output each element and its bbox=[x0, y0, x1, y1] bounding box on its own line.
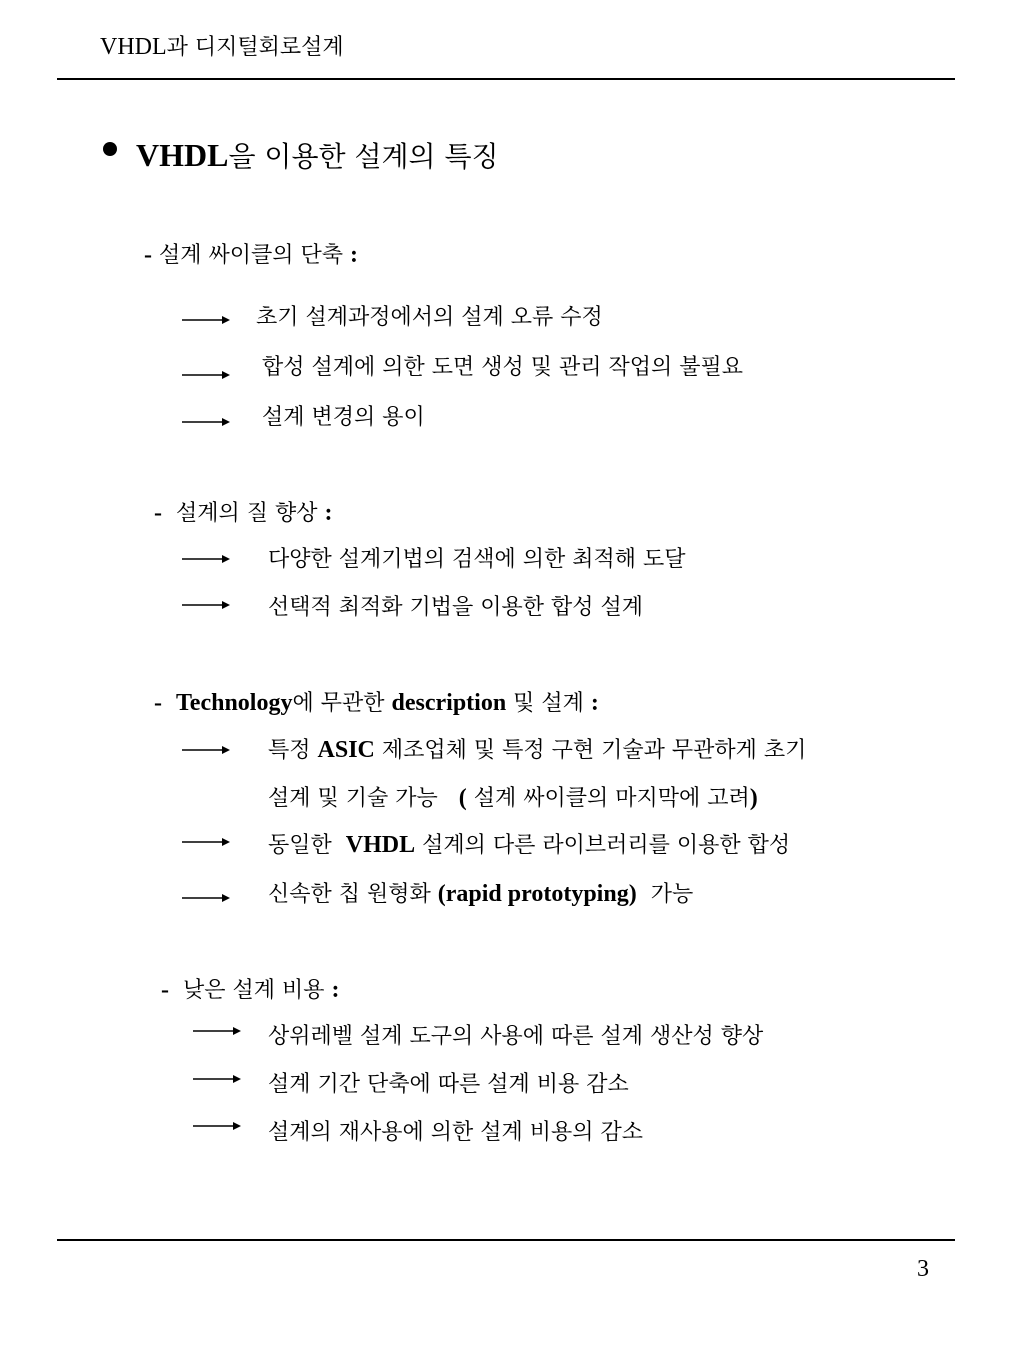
section-colon: : bbox=[590, 690, 599, 716]
section-title-cycle bbox=[144, 238, 358, 269]
page-number: 3 bbox=[917, 1256, 929, 1282]
right-arrow-icon bbox=[182, 416, 230, 428]
section-title-text: 낮은 설계 비용 bbox=[183, 978, 325, 1003]
list-item-text: 선택적 최적화 기법을 이용한 합성 설계 bbox=[268, 595, 643, 620]
section-title-technology bbox=[154, 686, 599, 717]
section-title-text: 설계의 질 향상 bbox=[176, 501, 318, 526]
list-item-text: 동일한 bbox=[268, 833, 332, 858]
list-item-text: 제조업체 및 특정 구현 기술과 무관하게 초기 bbox=[381, 738, 807, 763]
footer-divider bbox=[57, 1239, 955, 1241]
header-title-latin: VHDL bbox=[100, 34, 167, 60]
section-colon: : bbox=[350, 242, 359, 268]
section-dash: - bbox=[154, 500, 162, 526]
list-item-latin: VHDL bbox=[345, 832, 416, 858]
section-title-korean: 및 설계 bbox=[513, 691, 584, 716]
list-item bbox=[268, 542, 686, 573]
section-dash: - bbox=[154, 690, 162, 716]
section-title-latin: Technology bbox=[176, 690, 293, 716]
right-arrow-icon bbox=[182, 314, 230, 326]
right-arrow-icon bbox=[182, 892, 230, 904]
list-item-latin: ASIC bbox=[317, 737, 375, 763]
list-item-text: 특정 bbox=[268, 738, 311, 763]
list-item-continuation bbox=[268, 781, 758, 812]
list-item bbox=[268, 733, 806, 764]
slide-heading bbox=[136, 135, 499, 175]
list-item bbox=[256, 300, 603, 331]
slide-heading-latin: VHDL bbox=[136, 137, 229, 173]
list-item bbox=[262, 350, 743, 381]
list-item-text: 합성 설계에 의한 도면 생성 및 관리 작업의 불필요 bbox=[262, 355, 743, 380]
list-item bbox=[268, 1019, 763, 1050]
list-item-text: 상위레벨 설계 도구의 사용에 따른 설계 생산성 향상 bbox=[268, 1024, 764, 1049]
right-arrow-icon bbox=[182, 744, 230, 756]
right-arrow-icon bbox=[193, 1120, 241, 1132]
right-arrow-icon bbox=[182, 599, 230, 611]
list-item-text: 다양한 설계기법의 검색에 의한 최적해 도달 bbox=[268, 547, 686, 572]
list-item-text: 설계 변경의 용이 bbox=[262, 405, 425, 430]
list-item-text: 초기 설계과정에서의 설계 오류 수정 bbox=[256, 305, 603, 330]
list-item-text: 설계의 재사용에 의한 설계 비용의 감소 bbox=[268, 1120, 643, 1145]
list-item bbox=[268, 828, 790, 859]
list-item bbox=[268, 1115, 643, 1146]
list-item-text: 신속한 칩 원형화 bbox=[268, 882, 431, 907]
section-dash: - bbox=[161, 977, 169, 1003]
list-item-text: 설계 기간 단축에 따른 설계 비용 감소 bbox=[268, 1072, 629, 1097]
list-item-latin: ) bbox=[749, 785, 758, 811]
right-arrow-icon bbox=[193, 1073, 241, 1085]
header-divider bbox=[57, 78, 955, 80]
list-item bbox=[268, 877, 693, 908]
section-title-korean: 에 무관한 bbox=[292, 691, 385, 716]
section-title-cost bbox=[161, 973, 340, 1004]
section-dash: - bbox=[144, 242, 152, 268]
list-item-text: 설계 및 기술 가능 bbox=[268, 786, 438, 811]
slide-heading-korean: 을 이용한 설계의 특징 bbox=[228, 140, 499, 173]
header-title-korean: 과 디지털회로설계 bbox=[166, 35, 344, 60]
section-title-latin: description bbox=[391, 690, 507, 716]
list-item-latin: (rapid prototyping) bbox=[437, 881, 637, 907]
list-item bbox=[268, 590, 643, 621]
right-arrow-icon bbox=[182, 369, 230, 381]
section-colon: : bbox=[331, 977, 340, 1003]
list-item bbox=[262, 400, 425, 431]
list-item bbox=[268, 1067, 629, 1098]
right-arrow-icon bbox=[193, 1025, 241, 1037]
list-item-text: 설계의 다른 라이브러리를 이용한 합성 bbox=[422, 833, 791, 858]
right-arrow-icon bbox=[182, 553, 230, 565]
section-title-text: 설계 싸이클의 단축 bbox=[159, 243, 344, 268]
list-item-text: 가능 bbox=[650, 882, 694, 907]
right-arrow-icon bbox=[182, 836, 230, 848]
list-item-text: 설계 싸이클의 마지막에 고려 bbox=[473, 786, 750, 811]
list-item-latin: ( bbox=[458, 785, 467, 811]
header-title bbox=[100, 30, 344, 61]
bullet-icon bbox=[103, 142, 117, 156]
section-colon: : bbox=[324, 500, 333, 526]
section-title-quality bbox=[154, 496, 333, 527]
